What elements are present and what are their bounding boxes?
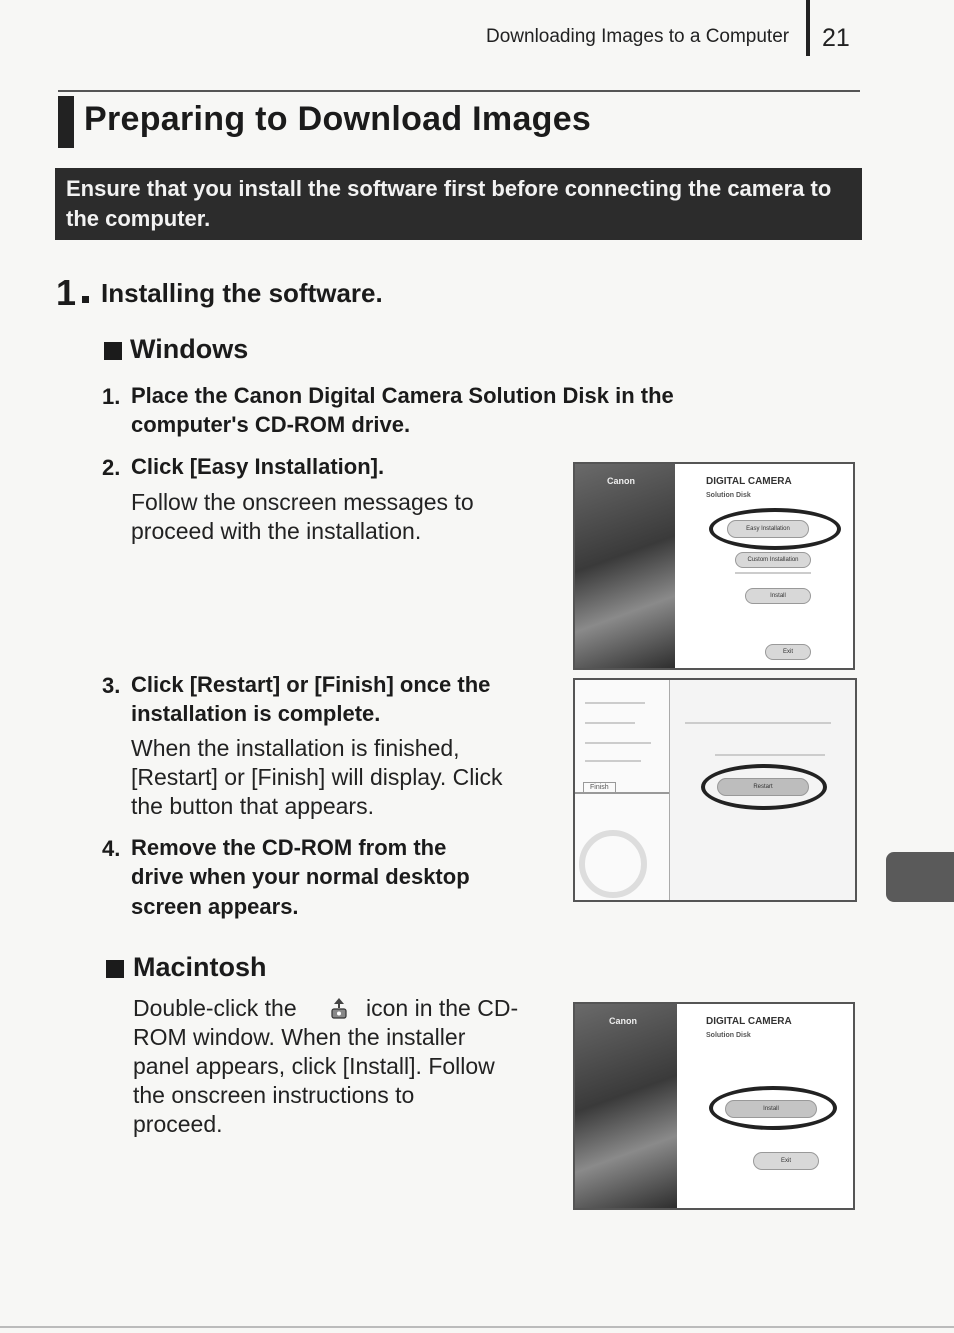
item-title: drive when your normal desktop <box>131 864 470 889</box>
item-title: Remove the CD-ROM from the <box>131 835 447 860</box>
item-number: 1. <box>102 384 121 409</box>
product-subtitle: Solution Disk <box>706 492 751 499</box>
screenshot-mac-install <box>573 1002 855 1210</box>
notice-banner-text: Ensure that you install the software first before connecting the camera to the computer. <box>66 176 832 231</box>
item-title: computer's CD-ROM drive. <box>131 412 411 437</box>
photo-panel <box>575 1004 677 1208</box>
screenshot-restart <box>573 678 857 902</box>
message-line <box>685 722 831 724</box>
title-marker <box>58 96 74 148</box>
restart-button[interactable]: Restart <box>717 778 809 796</box>
highlight-oval <box>709 1086 837 1130</box>
brand-logo: Canon <box>607 476 635 486</box>
step-number: 1 <box>56 272 77 313</box>
item-title: Click [Easy Installation]. <box>131 454 385 479</box>
body-line: the onscreen instructions to <box>133 1082 415 1108</box>
divider <box>575 792 669 794</box>
step-heading: Installing the software. <box>101 278 383 308</box>
body-line: proceed with the installation. <box>131 518 422 544</box>
page-title: Preparing to Download Images <box>84 100 592 138</box>
body-line: Double-click the <box>133 995 297 1021</box>
macintosh-heading: Macintosh <box>133 952 267 982</box>
page-edge <box>0 1326 954 1328</box>
highlight-oval <box>701 764 827 810</box>
chapter-tab <box>886 852 954 902</box>
divider <box>735 572 811 574</box>
square-bullet-icon <box>104 342 122 360</box>
body-line: the button that appears. <box>131 793 374 819</box>
product-subtitle: Solution Disk <box>706 1032 751 1039</box>
square-bullet-icon <box>106 960 124 978</box>
title-rule <box>58 90 860 92</box>
header-divider <box>806 0 810 56</box>
body-line: When the installation is finished, <box>131 735 460 761</box>
exit-button[interactable]: Exit <box>753 1152 819 1170</box>
installer-icon <box>326 996 352 1022</box>
exit-button[interactable]: Exit <box>765 644 811 660</box>
body-line: proceed. <box>133 1111 223 1137</box>
body-line: Follow the onscreen messages to <box>131 489 474 515</box>
divider <box>585 702 645 704</box>
screenshot-easy-installation <box>573 462 855 670</box>
message-line <box>715 754 825 756</box>
item-number: 2. <box>102 455 121 480</box>
install-button[interactable]: Install <box>745 588 811 604</box>
body-line: [Restart] or [Finish] will display. Click <box>131 764 503 790</box>
windows-heading: Windows <box>130 334 249 364</box>
item-title: screen appears. <box>131 894 299 919</box>
page-number: 21 <box>822 24 850 52</box>
photo-panel <box>575 464 675 668</box>
product-title: DIGITAL CAMERA <box>706 476 792 487</box>
step-dot <box>82 296 89 303</box>
highlight-oval <box>709 508 841 550</box>
item-title: Click [Restart] or [Finish] once the <box>131 672 491 697</box>
finish-label: Finish <box>583 782 616 793</box>
body-line: ROM window. When the installer <box>133 1024 466 1050</box>
item-title: Place the Canon Digital Camera Solution Disk in the <box>131 383 674 408</box>
item-title: installation is complete. <box>131 701 381 726</box>
install-button[interactable]: Install <box>725 1100 817 1118</box>
brand-logo: Canon <box>609 1016 637 1026</box>
disc-graphic <box>579 830 647 898</box>
divider <box>585 760 641 762</box>
running-head: Downloading Images to a Computer <box>486 26 790 47</box>
custom-installation-button[interactable]: Custom Installation <box>735 552 811 568</box>
divider <box>585 742 651 744</box>
item-number: 3. <box>102 673 121 698</box>
divider <box>585 722 635 724</box>
body-line: icon in the CD- <box>366 995 519 1021</box>
product-title: DIGITAL CAMERA <box>706 1016 792 1027</box>
easy-installation-button[interactable]: Easy Installation <box>727 520 809 538</box>
body-line: panel appears, click [Install]. Follow <box>133 1053 495 1079</box>
item-number: 4. <box>102 836 121 861</box>
